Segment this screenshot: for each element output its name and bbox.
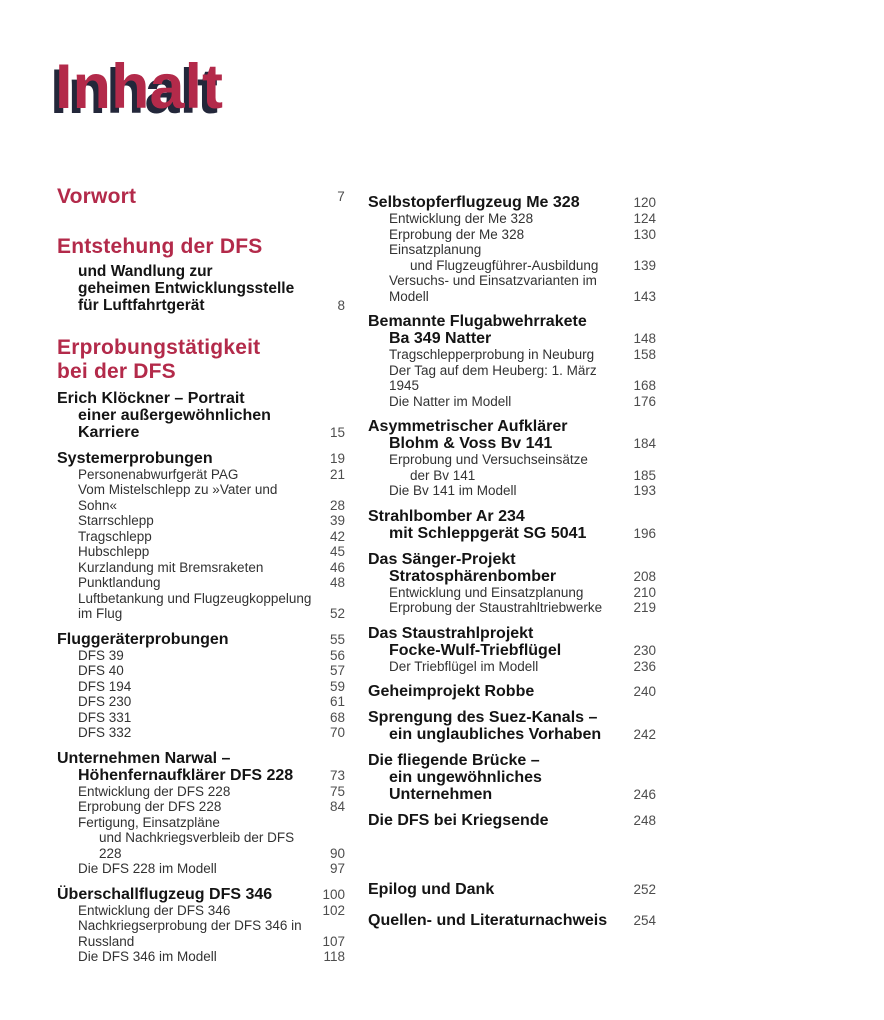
entry-line: der Bv 141 xyxy=(410,467,476,483)
entry-text xyxy=(368,452,624,483)
entry-line: Höhenfernaufklärer DFS 228 xyxy=(78,766,294,784)
page-number: 230 xyxy=(633,642,656,658)
page-number: 240 xyxy=(633,684,656,699)
entry-line: Selbstopferflugzeug Me 328 xyxy=(368,194,580,211)
toc-sub-entry xyxy=(57,513,345,529)
toc-columns xyxy=(57,185,656,965)
toc-sub-entry xyxy=(57,529,345,545)
toc-part-subtitle xyxy=(57,263,345,315)
entry-line: Fertigung, Einsatzpläne xyxy=(78,814,220,830)
entry-text xyxy=(368,394,624,410)
toc-sub-entry xyxy=(57,918,345,949)
page-number: 246 xyxy=(633,787,656,802)
entry-text xyxy=(57,861,313,877)
entry-text xyxy=(368,585,624,601)
entry-line: Die DFS bei Kriegsende xyxy=(368,812,549,829)
entry-text xyxy=(368,194,624,211)
entry-text xyxy=(368,659,624,675)
entry-line: bei der DFS xyxy=(57,359,176,383)
toc-sub-entry xyxy=(368,347,656,363)
page-number: 208 xyxy=(633,568,656,584)
page-number: 242 xyxy=(633,727,656,742)
toc-sub-entry xyxy=(57,544,345,560)
page-number: 219 xyxy=(633,600,656,615)
page-number: 19 xyxy=(329,450,345,466)
entry-text xyxy=(368,313,624,347)
toc-sub-entry xyxy=(57,710,345,726)
entry-line: Tragschlepperprobung in Neuburg xyxy=(389,347,595,362)
entry-text xyxy=(368,812,624,829)
entry-text xyxy=(368,709,624,743)
toc-sub-entry xyxy=(368,659,656,675)
page-number: 107 xyxy=(322,933,345,949)
entry-line: und Flugzeugführer-Ausbildung xyxy=(410,257,599,273)
toc-column-right xyxy=(368,185,656,965)
toc-chapter-entry xyxy=(368,625,656,659)
entry-line: Erich Klöckner – Portrait xyxy=(57,389,245,407)
entry-text xyxy=(57,575,313,591)
toc-chapter-entry xyxy=(368,683,656,700)
entry-line: Die fliegende Brücke – xyxy=(368,752,540,769)
entry-line: ein ungewöhnliches Unternehmen xyxy=(389,769,542,803)
entry-line: Erprobung der DFS 228 xyxy=(78,799,222,815)
entry-line: DFS 40 xyxy=(78,663,124,679)
entry-text xyxy=(57,694,313,710)
page-number: 102 xyxy=(322,902,345,918)
page-title: Inhalt xyxy=(55,52,223,122)
toc-sub-entry xyxy=(57,648,345,664)
entry-text xyxy=(57,679,313,695)
page-number: 75 xyxy=(329,783,345,799)
entry-line: Die Natter im Modell xyxy=(389,393,512,409)
entry-line: mit Schleppgerät SG 5041 xyxy=(389,524,587,542)
toc-chapter-entry xyxy=(57,631,345,648)
toc-sub-entry xyxy=(57,467,345,483)
entry-text xyxy=(57,903,313,919)
toc-sub-entry xyxy=(368,211,656,227)
entry-line: Starrschlepp xyxy=(78,513,154,529)
entry-line: Entwicklung der DFS 346 xyxy=(78,902,231,918)
toc-sub-entry xyxy=(57,575,345,591)
entry-line: DFS 230 xyxy=(78,694,132,710)
entry-line: Der Triebflügel im Modell xyxy=(389,658,539,674)
entry-text xyxy=(368,273,624,304)
entry-line: DFS 332 xyxy=(78,725,132,741)
entry-line: Geheimprojekt Robbe xyxy=(368,683,535,700)
toc-part-heading xyxy=(57,336,345,384)
entry-line: Die DFS 346 im Modell xyxy=(78,949,217,965)
entry-text xyxy=(57,390,313,441)
entry-line: Hubschlepp xyxy=(78,544,150,560)
toc-sub-entry xyxy=(368,452,656,483)
page-number: 139 xyxy=(633,257,656,273)
entry-text xyxy=(368,418,624,452)
entry-line: Erprobungstätigkeit xyxy=(57,335,261,359)
entry-line: Personenabwurfgerät PAG xyxy=(78,466,239,482)
toc-chapter-entry xyxy=(368,881,656,898)
entry-text xyxy=(57,663,313,679)
entry-line: einer außergewöhnlichen Karriere xyxy=(78,406,271,441)
entry-line: Vorwort xyxy=(57,185,137,208)
page-number: 97 xyxy=(329,861,345,877)
entry-line: Entwicklung und Einsatzplanung xyxy=(389,584,584,600)
entry-text xyxy=(368,242,624,273)
page-number: 21 xyxy=(329,466,345,482)
entry-text xyxy=(368,483,624,499)
toc-sub-entry xyxy=(57,903,345,919)
entry-text xyxy=(57,918,313,949)
page-number: 45 xyxy=(329,544,345,560)
entry-line: Entwicklung der Me 328 xyxy=(389,211,534,226)
entry-text xyxy=(57,560,313,576)
toc-sub-entry xyxy=(57,663,345,679)
toc-sub-entry xyxy=(57,861,345,877)
entry-line: Nachkriegserprobung der DFS 346 in Russland xyxy=(78,918,302,949)
entry-line: Das Staustrahlprojekt xyxy=(368,624,534,642)
page-number: 196 xyxy=(633,525,656,541)
toc-sub-entry xyxy=(368,242,656,273)
toc-chapter-entry xyxy=(368,812,656,829)
page-number: 236 xyxy=(633,658,656,674)
toc-chapter-entry xyxy=(368,551,656,585)
toc-sub-entry xyxy=(368,585,656,601)
toc-sub-entry xyxy=(368,227,656,243)
entry-line: Unternehmen Narwal – xyxy=(57,749,231,767)
page-number: 42 xyxy=(329,528,345,544)
toc-part-heading xyxy=(57,235,345,259)
page-number: 15 xyxy=(329,424,345,440)
page-number: 148 xyxy=(633,331,656,346)
entry-line: Erprobung der Staustrahltriebwerke xyxy=(389,600,603,615)
entry-text xyxy=(57,450,313,467)
entry-line: Die Bv 141 im Modell xyxy=(389,483,517,498)
page-number: 176 xyxy=(633,393,656,409)
entry-line: Tragschlepp xyxy=(78,528,152,544)
page-number: 70 xyxy=(329,725,345,741)
entry-line: Erprobung und Versuchseinsätze xyxy=(389,452,588,467)
entry-line: Epilog und Dank xyxy=(368,881,495,898)
toc-sub-entry xyxy=(57,815,345,862)
entry-text xyxy=(368,912,624,929)
entry-text xyxy=(57,263,313,315)
entry-text xyxy=(57,591,313,622)
entry-line: Die DFS 228 im Modell xyxy=(78,861,217,877)
entry-line: und Wandlung zur xyxy=(78,263,213,280)
page-number: 57 xyxy=(329,663,345,679)
entry-line: Ba 349 Natter xyxy=(389,330,492,347)
toc-chapter-entry xyxy=(57,390,345,441)
entry-line: und Nachkriegsverbleib der DFS 228 xyxy=(99,830,295,861)
entry-line: Strahlbomber Ar 234 xyxy=(368,507,525,525)
page-number: 184 xyxy=(633,436,656,451)
entry-text xyxy=(368,625,624,659)
entry-text xyxy=(57,467,313,483)
page-number: 52 xyxy=(329,606,345,622)
toc-sub-entry xyxy=(368,363,656,394)
page-number: 7 xyxy=(337,189,345,204)
entry-text xyxy=(368,363,624,394)
entry-line: Quellen- und Literaturnachweis xyxy=(368,912,608,929)
entry-line: Fluggeräterprobungen xyxy=(57,630,229,648)
entry-text xyxy=(57,886,313,903)
page-number: 61 xyxy=(329,694,345,710)
page-number: 210 xyxy=(633,584,656,600)
toc-sub-entry xyxy=(368,600,656,616)
toc-sub-entry xyxy=(57,694,345,710)
entry-text xyxy=(368,347,624,363)
toc-chapter-entry xyxy=(368,194,656,211)
toc-chapter-entry xyxy=(368,508,656,542)
page-number: 143 xyxy=(633,288,656,304)
entry-line: Blohm & Voss Bv 141 xyxy=(389,435,553,452)
page-number: 168 xyxy=(633,378,656,393)
entry-text xyxy=(368,683,624,700)
entry-line: Das Sänger-Projekt xyxy=(368,550,516,568)
page-number: 48 xyxy=(329,575,345,591)
page-number: 193 xyxy=(633,483,656,498)
entry-line: Bemannte Flugabwehrrakete xyxy=(368,313,587,330)
page-number: 254 xyxy=(633,913,656,928)
entry-text xyxy=(57,235,345,259)
entry-line: Punktlandung xyxy=(78,575,161,591)
toc-chapter-entry xyxy=(57,450,345,467)
entry-text xyxy=(368,508,624,542)
entry-line: DFS 194 xyxy=(78,678,132,694)
entry-line: Focke-Wulf-Triebflügel xyxy=(389,641,562,659)
page-number: 68 xyxy=(329,709,345,725)
entry-text xyxy=(368,211,624,227)
entry-line: Luftbetankung und Flugzeugkoppelung im Flug xyxy=(78,590,312,622)
page-number: 8 xyxy=(337,298,345,314)
toc-sub-entry xyxy=(57,591,345,622)
page-number: 56 xyxy=(329,647,345,663)
toc-sub-entry xyxy=(368,394,656,410)
page-number: 158 xyxy=(633,347,656,362)
toc-sub-entry xyxy=(57,725,345,741)
toc-sub-entry xyxy=(57,799,345,815)
page-number: 84 xyxy=(329,799,345,815)
toc-sub-entry xyxy=(57,560,345,576)
toc-sub-entry xyxy=(368,273,656,304)
entry-line: Stratosphärenbomber xyxy=(389,567,557,585)
entry-text xyxy=(57,544,313,560)
page-number: 28 xyxy=(329,497,345,513)
entry-line: geheimen Entwicklungsstelle xyxy=(78,280,295,298)
entry-text xyxy=(57,750,313,784)
entry-text xyxy=(57,949,313,965)
toc-column-left xyxy=(57,185,345,965)
toc-chapter-entry xyxy=(57,886,345,903)
entry-line: DFS 331 xyxy=(78,709,132,725)
toc-sub-entry xyxy=(57,679,345,695)
page-number: 118 xyxy=(323,949,345,965)
toc-sub-entry xyxy=(57,784,345,800)
entry-line: Einsatzplanung xyxy=(389,242,482,257)
page-number: 130 xyxy=(633,226,656,242)
entry-line: Entstehung der DFS xyxy=(57,235,263,258)
page-number: 185 xyxy=(633,467,656,483)
entry-text xyxy=(368,881,624,898)
toc-chapter-entry xyxy=(368,752,656,803)
entry-text xyxy=(57,710,313,726)
entry-line: DFS 39 xyxy=(78,647,124,663)
entry-text xyxy=(57,815,313,862)
entry-text xyxy=(57,631,313,648)
entry-line: Versuchs- und Einsatzvarianten im Modell xyxy=(389,273,597,304)
page-number: 124 xyxy=(633,211,656,226)
toc-chapter-entry xyxy=(368,709,656,743)
page-number: 73 xyxy=(329,767,345,783)
entry-text xyxy=(57,725,313,741)
entry-line: Systemerprobungen xyxy=(57,449,213,467)
toc-chapter-entry xyxy=(368,418,656,452)
entry-line: ein unglaubliches Vorhaben xyxy=(389,726,602,743)
entry-text xyxy=(57,185,313,209)
entry-line: für Luftfahrtgerät xyxy=(78,297,205,315)
toc-chapter-entry xyxy=(368,313,656,347)
entry-line: Entwicklung der DFS 228 xyxy=(78,783,231,799)
page-number: 59 xyxy=(329,678,345,694)
entry-line: Überschallflugzeug DFS 346 xyxy=(57,885,273,903)
page-number: 39 xyxy=(329,513,345,529)
entry-line: Asymmetrischer Aufklärer xyxy=(368,418,568,435)
entry-text xyxy=(368,752,624,803)
entry-line: Erprobung der Me 328 xyxy=(389,226,525,242)
toc-chapter-entry xyxy=(57,750,345,784)
toc-sub-entry xyxy=(368,483,656,499)
entry-line: Der Tag auf dem Heuberg: 1. März 1945 xyxy=(389,362,597,393)
entry-text xyxy=(57,648,313,664)
page-number: 252 xyxy=(633,882,656,897)
toc-sub-entry xyxy=(57,482,345,513)
toc-sub-entry xyxy=(57,949,345,965)
entry-text xyxy=(368,600,624,616)
page-number: 120 xyxy=(633,195,656,210)
toc-part-heading xyxy=(57,185,345,209)
entry-text xyxy=(57,482,313,513)
entry-line: Sprengung des Suez-Kanals – xyxy=(368,709,598,726)
toc-chapter-entry xyxy=(368,912,656,929)
entry-text xyxy=(57,529,313,545)
entry-text xyxy=(368,551,624,585)
entry-text xyxy=(368,227,624,243)
page-number: 100 xyxy=(322,886,345,902)
page-number: 90 xyxy=(329,845,345,861)
entry-line: Kurzlandung mit Bremsraketen xyxy=(78,559,264,575)
entry-text xyxy=(57,336,345,384)
entry-text xyxy=(57,799,313,815)
page-number: 46 xyxy=(329,559,345,575)
page-number: 248 xyxy=(633,813,656,828)
entry-text xyxy=(57,784,313,800)
entry-line: Vom Mistelschlepp zu »Vater und Sohn« xyxy=(78,482,278,513)
page-number: 55 xyxy=(329,631,345,647)
entry-text xyxy=(57,513,313,529)
